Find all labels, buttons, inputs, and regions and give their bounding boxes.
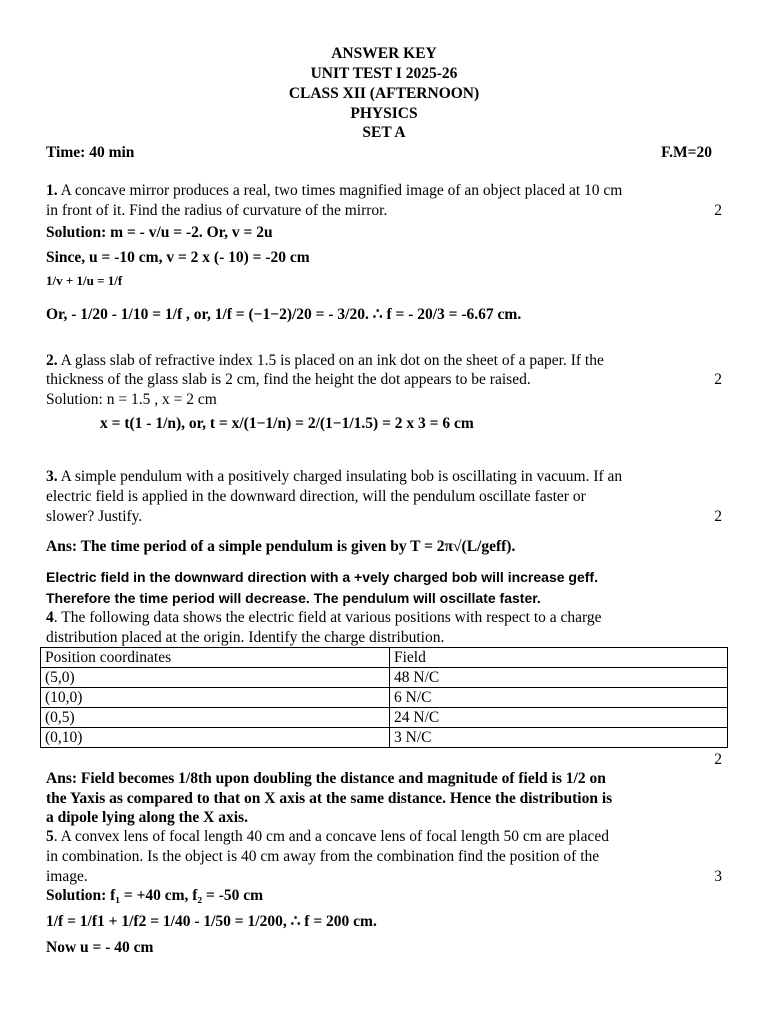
- table-row: [41, 688, 728, 708]
- test-name: UNIT TEST I 2025-26: [310, 65, 458, 82]
- q5-text-b: in combination. Is the object is 40 cm away from the combination find the position of the: [46, 848, 600, 865]
- q5-text-a: . A convex lens of focal length 40 cm and a concave lens of focal length 50 cm are placed: [53, 828, 609, 845]
- q2-solution-2: x = t(1 - 1/n), or, t = x/(1−1/n) = 2/(1−1/1.5) = 2 x 3 = 6 cm: [100, 415, 474, 432]
- class-name: CLASS XII (AFTERNOON): [288, 85, 480, 102]
- q1-solution-2: Since, u = -10 cm, v = 2 x (- 10) = -20 cm: [46, 249, 310, 266]
- table-row: [41, 668, 728, 688]
- q3-text-b: electric field is applied in the downward direction, will the pendulum oscillate faster or: [46, 488, 586, 505]
- q5-solution-1: Solution: f₁ = +40 cm, f₂ = -50 cm: [46, 887, 264, 904]
- q4-text-b: distribution placed at the origin. Identify the charge distribution.: [46, 629, 445, 646]
- q1-solution-3: 1/v + 1/u = 1/f: [46, 273, 123, 288]
- q2-text-line-1: [46, 351, 722, 370]
- q1-text-a: A concave mirror produces a real, two times magnified image of an object placed at 10 cm: [60, 182, 623, 199]
- q4-number: 4: [46, 609, 54, 626]
- q1-text-b: in front of it. Find the radius of curvature of the mirror.: [46, 202, 388, 219]
- q1-marks: 2: [714, 202, 722, 219]
- q5-text-line-3: [46, 867, 722, 886]
- q2-number: 2.: [46, 352, 58, 369]
- q3-text-line-3: [46, 507, 722, 526]
- q1-text-line-2: [46, 201, 722, 220]
- table-cell-field: 6 N/C: [390, 688, 728, 708]
- table-row: [41, 708, 728, 728]
- q3-answer-3: Therefore the time period will decrease. The pendulum will oscillate faster.: [46, 590, 541, 606]
- q5-text-c: image.: [46, 868, 88, 885]
- q1-text-line-1: [46, 181, 722, 200]
- table-header-field: Field: [390, 648, 728, 668]
- q3-number: 3.: [46, 468, 58, 485]
- q4-marks: 2: [714, 751, 722, 768]
- q3-text-a: A simple pendulum with a positively charged insulating bob is oscillating in vacuum. If an: [60, 468, 623, 485]
- q2-marks: 2: [714, 371, 722, 388]
- q2-text-b: thickness of the glass slab is 2 cm, find the height the dot appears to be raised.: [46, 371, 531, 388]
- q1-solution-4: Or, - 1/20 - 1/10 = 1/f , or, 1/f = (−1−2)/20 = - 3/20. ∴ f = - 20/3 = -6.67 cm.: [46, 306, 522, 323]
- q5-solution-2: 1/f = 1/f1 + 1/f2 = 1/40 - 1/50 = 1/200, ∴ f = 200 cm.: [46, 913, 377, 930]
- table-cell-field: 48 N/C: [390, 668, 728, 688]
- q5-text-line-1: [46, 827, 722, 846]
- set-name: SET A: [362, 124, 406, 141]
- q1-solution-1: Solution: m = - v/u = -2. Or, v = 2u: [46, 224, 273, 241]
- q5-solution-3: Now u = - 40 cm: [46, 939, 154, 956]
- table-cell-position: (0,10): [41, 728, 390, 748]
- q4-text-a: . The following data shows the electric field at various positions with respect to a charge: [53, 609, 602, 626]
- time-info: [46, 143, 722, 162]
- doc-title: ANSWER KEY: [331, 45, 437, 62]
- q2-text-a: A glass slab of refractive index 1.5 is placed on an ink dot on the sheet of a paper. If the: [60, 352, 604, 369]
- q3-text-c: slower? Justify.: [46, 508, 143, 525]
- table-cell-field: 24 N/C: [390, 708, 728, 728]
- q1-number: 1.: [46, 182, 58, 199]
- q3-marks: 2: [714, 508, 722, 525]
- q5-number: 5: [46, 828, 54, 845]
- q2-solution-1: Solution: n = 1.5 , x = 2 cm: [46, 391, 217, 408]
- q5-marks: 3: [714, 868, 722, 885]
- table-cell-position: (10,0): [41, 688, 390, 708]
- table-header-row: [41, 648, 728, 668]
- table-cell-position: (0,5): [41, 708, 390, 728]
- q3-answer-2: Electric field in the downward direction with a +vely charged bob will increase geff.: [46, 569, 598, 585]
- field-data-table: [40, 647, 728, 748]
- q2-text-line-2: [46, 370, 722, 389]
- q3-text-line-1: [46, 467, 722, 486]
- table-row: [41, 728, 728, 748]
- time-label: Time: 40 min: [46, 144, 135, 161]
- q4-answer-2: the Yaxis as compared to that on X axis at the same distance. Hence the distribution is: [46, 790, 613, 807]
- table-header-position: Position coordinates: [41, 648, 390, 668]
- q4-answer-1: Ans: Field becomes 1/8th upon doubling the distance and magnitude of field is 1/2 on: [46, 770, 606, 787]
- q3-answer-1: Ans: The time period of a simple pendulum is given by T = 2π√(L/geff).: [46, 538, 516, 555]
- table-cell-position: (5,0): [41, 668, 390, 688]
- subject-name: PHYSICS: [350, 105, 418, 122]
- q4-answer-3: a dipole lying along the X axis.: [46, 809, 248, 826]
- table-cell-field: 3 N/C: [390, 728, 728, 748]
- full-marks: F.M=20: [661, 144, 712, 161]
- q4-text-line-1: [46, 608, 722, 627]
